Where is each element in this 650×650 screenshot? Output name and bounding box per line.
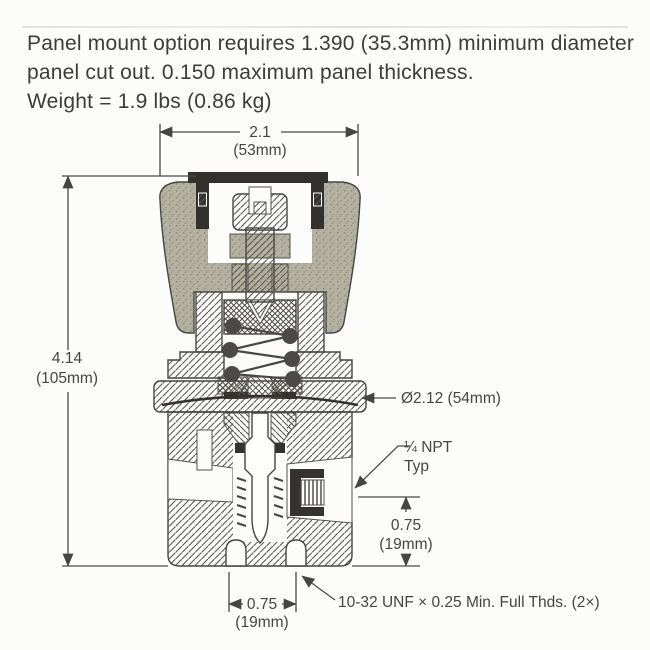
dim-port-height-mm: (19mm) (379, 536, 433, 553)
diaphragm-flange-section (154, 352, 366, 412)
callout-port-thread (355, 439, 453, 488)
mount-hole-left (226, 540, 246, 566)
port-filter (301, 480, 324, 505)
retainer-lip-top (301, 469, 324, 478)
knob-cap (188, 172, 328, 183)
gauge-passage (197, 430, 212, 470)
mount-thread-note: 10-32 UNF × 0.25 Min. Full Thds. (2×) (338, 594, 600, 611)
stem-flange-right (272, 264, 288, 292)
cap-screw-right (314, 193, 322, 206)
dim-flange-dia: Ø2.12 (54mm) (401, 390, 501, 407)
adjusting-screw-stem (246, 228, 274, 302)
dim-top-in: 2.1 (249, 124, 271, 141)
retainer-lip-bottom (301, 507, 324, 516)
dim-port-height-in: 0.75 (390, 517, 422, 534)
callout-mount-thread (302, 576, 600, 611)
panel-mount-note-line1: Panel mount option requires 1.390 (35.3mm) minimum diameter (27, 32, 635, 55)
port-thread-line2: Typ (404, 458, 429, 475)
panel-mount-note-line2: panel cut out. 0.150 maximum panel thickness. (27, 61, 474, 84)
dimension-top-width (160, 124, 358, 176)
dim-left-in: 4.14 (51, 350, 83, 367)
stem-flange-left (232, 264, 248, 292)
dim-left-mm: (105mm) (35, 370, 99, 387)
dim-hole-spacing-in: 0.75 (246, 596, 278, 613)
dimension-port-height (352, 497, 433, 566)
port-thread-line1: ¼ NPT (404, 439, 453, 456)
retainer-ring (290, 469, 301, 516)
cap-screw-left (199, 193, 207, 206)
valve-body-section (168, 412, 352, 566)
bonnet-step-right (296, 352, 352, 378)
dimension-flange-diameter (362, 390, 501, 407)
dim-hole-spacing-mm: (19mm) (235, 614, 289, 631)
weight-note: Weight = 1.9 lbs (0.86 kg) (27, 90, 272, 113)
bonnet-step-left (168, 352, 224, 378)
socket-plug (254, 202, 266, 214)
dimension-hole-spacing (229, 572, 296, 631)
dim-top-mm: (53mm) (233, 142, 287, 159)
mount-hole-right (286, 540, 306, 566)
